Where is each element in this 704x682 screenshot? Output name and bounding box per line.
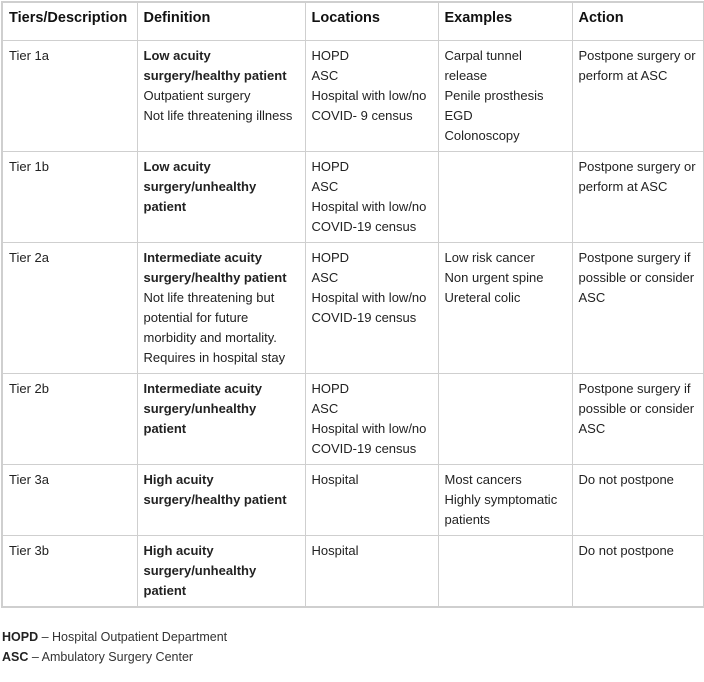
cell-line: Highly symptomatic <box>444 491 558 507</box>
table-row <box>2 151 704 242</box>
definition-cell <box>137 373 305 464</box>
definition-cell <box>137 242 305 373</box>
cell-line: ASC <box>311 178 339 194</box>
cell-line: surgery/healthy patient <box>143 67 287 83</box>
cell-line: Colonoscopy <box>444 127 520 143</box>
cell-line: ASC <box>311 67 339 83</box>
cell-line: Hospital with low/no <box>311 289 427 305</box>
legend-text: – Ambulatory Surgery Center <box>28 650 194 664</box>
cell-line: COVID- 9 census <box>311 107 413 123</box>
cell-line: possible or consider <box>578 269 695 285</box>
cell-line: Low risk cancer <box>444 249 535 265</box>
tier-cell <box>2 40 137 151</box>
cell-line: Intermediate acuity <box>143 249 262 265</box>
cell-line: HOPD <box>311 47 350 63</box>
header-locations: Locations <box>305 2 438 40</box>
table-row <box>2 373 704 464</box>
cell-line: Not life threatening illness <box>143 107 293 123</box>
header-examples: Examples <box>438 2 572 40</box>
tier-cell <box>2 242 137 373</box>
cell-line: High acuity <box>143 542 214 558</box>
cell-line: Hospital <box>311 471 359 487</box>
tier-cell <box>2 151 137 242</box>
examples-cell <box>438 40 572 151</box>
cell-line: Intermediate acuity <box>143 380 262 396</box>
cell-line: Penile prosthesis <box>444 87 544 103</box>
action-cell <box>572 535 704 607</box>
cell-line: ASC <box>578 420 606 436</box>
header-definition: Definition <box>137 2 305 40</box>
table-row <box>2 242 704 373</box>
cell-line: release <box>444 67 488 83</box>
cell-line: surgery/unhealthy <box>143 178 257 194</box>
cell-line: ASC <box>311 269 339 285</box>
cell-line: HOPD <box>311 158 350 174</box>
cell-line: surgery/healthy patient <box>143 491 287 507</box>
cell-line: perform at ASC <box>578 178 668 194</box>
tier-label: Tier 3b <box>9 542 49 558</box>
definition-cell <box>137 151 305 242</box>
locations-cell <box>305 373 438 464</box>
cell-line: High acuity <box>143 471 214 487</box>
table-row <box>2 464 704 535</box>
locations-cell <box>305 151 438 242</box>
cell-line: Postpone surgery if <box>578 249 691 265</box>
examples-cell <box>438 151 572 242</box>
cell-line: ASC <box>311 400 339 416</box>
cell-line: Hospital <box>311 542 359 558</box>
cell-line: COVID-19 census <box>311 309 417 325</box>
table-row <box>2 535 704 607</box>
tier-label: Tier 2b <box>9 380 49 396</box>
cell-line: patient <box>143 198 187 214</box>
cell-line: patient <box>143 582 187 598</box>
header-row <box>2 2 704 40</box>
tier-label: Tier 2a <box>9 249 49 265</box>
cell-line: Do not postpone <box>578 471 674 487</box>
examples-cell <box>438 464 572 535</box>
tiers-table <box>1 1 704 608</box>
header-action: Action <box>572 2 704 40</box>
legend-text: – Hospital Outpatient Department <box>38 630 228 644</box>
cell-line: Hospital with low/no <box>311 420 427 436</box>
legend-abbr: HOPD <box>2 630 39 644</box>
locations-cell <box>305 464 438 535</box>
legend-item-asc <box>2 647 227 667</box>
tier-cell <box>2 464 137 535</box>
examples-cell <box>438 535 572 607</box>
cell-line: Non urgent spine <box>444 269 544 285</box>
tier-label: Tier 3a <box>9 471 49 487</box>
cell-line: Hospital with low/no <box>311 198 427 214</box>
definition-cell <box>137 40 305 151</box>
cell-line: HOPD <box>311 380 350 396</box>
cell-line: Low acuity <box>143 158 211 174</box>
cell-line: Postpone surgery or <box>578 158 696 174</box>
cell-line: Ureteral colic <box>444 289 521 305</box>
legend-abbr: ASC <box>2 650 29 664</box>
action-cell <box>572 151 704 242</box>
cell-line: Postpone surgery or <box>578 47 696 63</box>
cell-line: COVID-19 census <box>311 218 417 234</box>
cell-line: patient <box>143 420 187 436</box>
action-cell <box>572 373 704 464</box>
cell-line: surgery/unhealthy <box>143 562 257 578</box>
cell-line: Most cancers <box>444 471 522 487</box>
tier-label: Tier 1b <box>9 158 49 174</box>
examples-cell <box>438 373 572 464</box>
cell-line: ASC <box>578 289 606 305</box>
cell-line: Low acuity <box>143 47 211 63</box>
cell-line: Carpal tunnel <box>444 47 522 63</box>
tier-cell <box>2 535 137 607</box>
cell-line: possible or consider <box>578 400 695 416</box>
cell-line: patients <box>444 511 491 527</box>
cell-line: HOPD <box>311 249 350 265</box>
cell-line: surgery/healthy patient <box>143 269 287 285</box>
locations-cell <box>305 535 438 607</box>
cell-line: surgery/unhealthy <box>143 400 257 416</box>
locations-cell <box>305 40 438 151</box>
cell-line: Outpatient surgery <box>143 87 251 103</box>
examples-cell <box>438 242 572 373</box>
tier-cell <box>2 373 137 464</box>
legend-item-hopd <box>2 627 227 647</box>
locations-cell <box>305 242 438 373</box>
cell-line: Not life threatening but <box>143 289 275 305</box>
table-row <box>2 40 704 151</box>
definition-cell <box>137 535 305 607</box>
action-cell <box>572 242 704 373</box>
cell-line: Hospital with low/no <box>311 87 427 103</box>
cell-line: EGD <box>444 107 473 123</box>
cell-line: morbidity and mortality. <box>143 329 277 345</box>
cell-line: Postpone surgery if <box>578 380 691 396</box>
header-tiers: Tiers/Description <box>2 2 137 40</box>
definition-cell <box>137 464 305 535</box>
action-cell <box>572 40 704 151</box>
action-cell <box>572 464 704 535</box>
cell-line: perform at ASC <box>578 67 668 83</box>
cell-line: Do not postpone <box>578 542 674 558</box>
abbreviation-legend <box>2 627 227 667</box>
cell-line: COVID-19 census <box>311 440 417 456</box>
tier-label: Tier 1a <box>9 47 49 63</box>
cell-line: potential for future <box>143 309 249 325</box>
cell-line: Requires in hospital stay <box>143 349 286 365</box>
